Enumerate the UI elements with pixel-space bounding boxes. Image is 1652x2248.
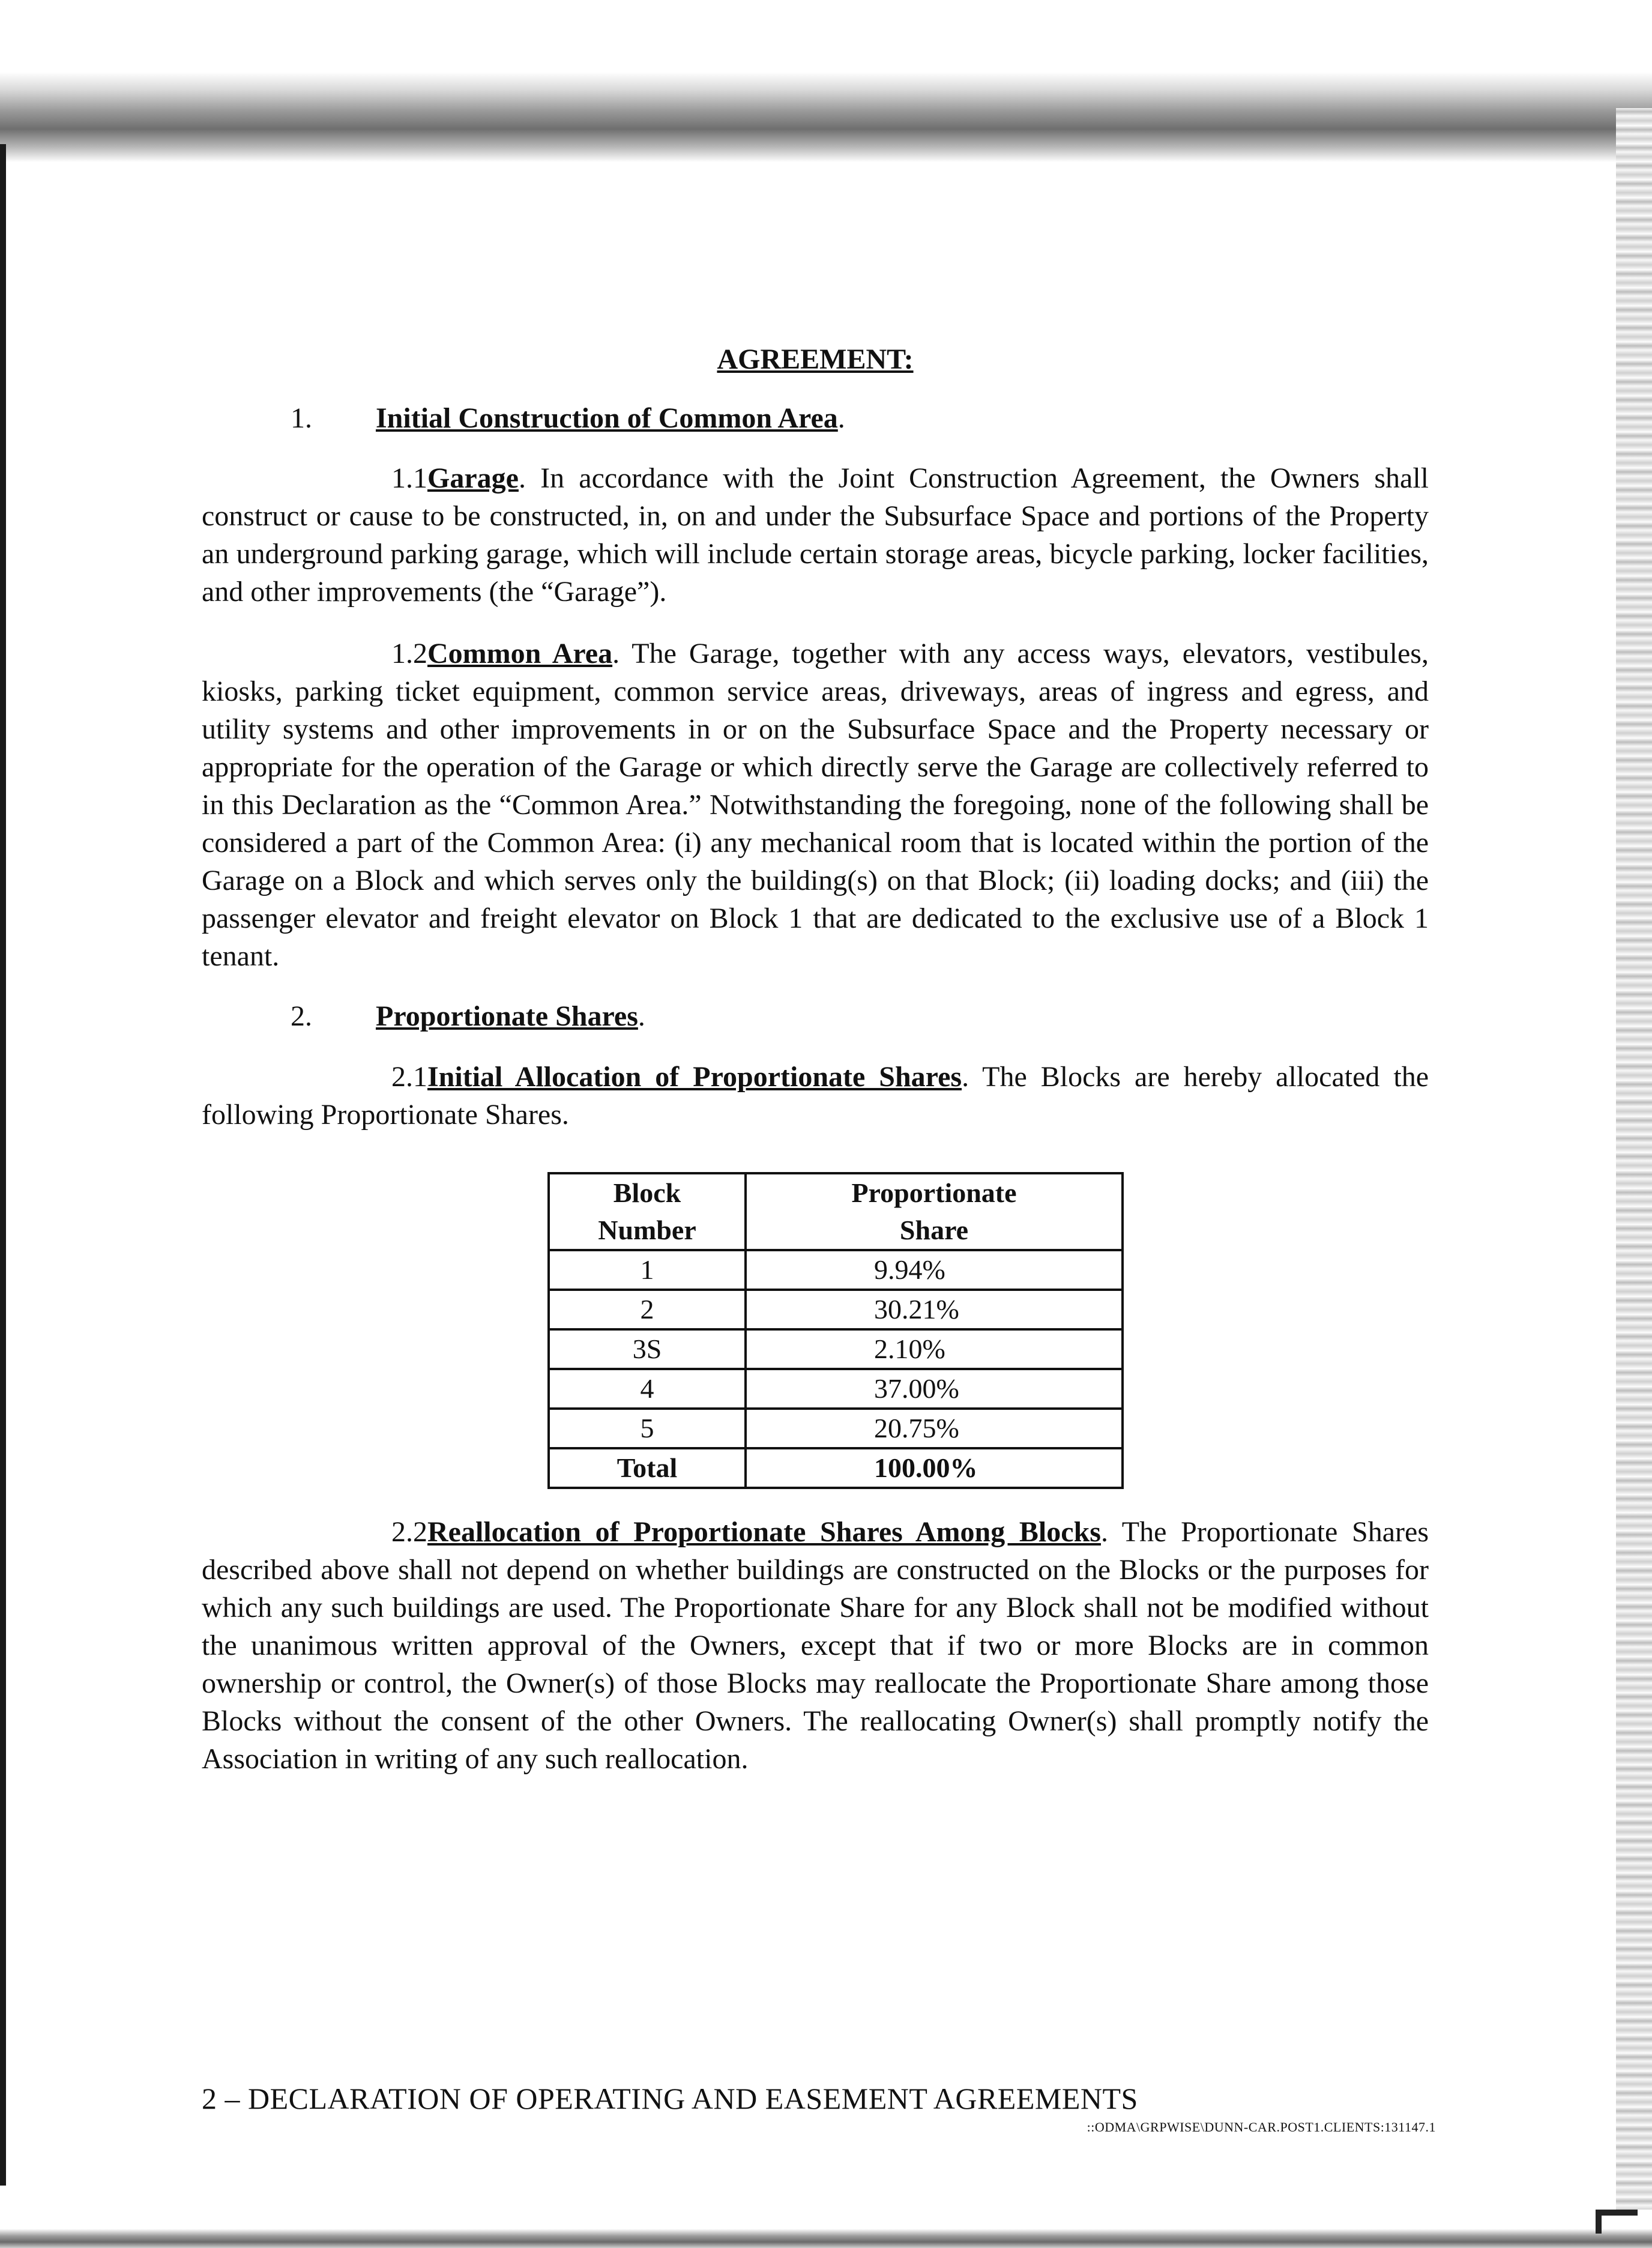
paragraph-number: 2.1 bbox=[391, 1060, 427, 1093]
footer-title: 2 – DECLARATION OF OPERATING AND EASEMENT AGREEMENTS bbox=[202, 2082, 1138, 2115]
table-row bbox=[549, 1290, 1123, 1329]
block-cell: 1 bbox=[549, 1250, 746, 1290]
scan-artifact-left bbox=[0, 144, 6, 2186]
paragraph-text: . The Garage, together with any access ways, elevators, vestibules, kiosks, parking ticket equipment, common service areas, driveways, areas of ingress and egress, and utility systems and other improvements in or on the Subsurface Space and the Property necessary or appropriate for the operation of the Garage or which directly serve the Garage are collectively referred to in this Declaration as the “Common Area.” Notwithstanding the foregoing, none of the following shall be considered a part of the Common Area: (i) any mechanical room that is located within the portion of the Garage on a Block and which serves only the building(s) on that Block; (ii) loading docks; and (iii) the passenger elevator and freight elevator on Block 1 that are dedicated to the exclusive use of a Block 1 tenant. bbox=[202, 638, 1429, 973]
header-line: Block bbox=[613, 1177, 681, 1208]
paragraph-heading: Common Area bbox=[427, 638, 613, 670]
block-number-header bbox=[549, 1173, 746, 1250]
paragraph-heading: Initial Allocation of Proportionate Shares bbox=[427, 1060, 962, 1093]
table-row bbox=[549, 1329, 1123, 1369]
paragraph-number: 1.1 bbox=[391, 462, 427, 495]
section-number: 2. bbox=[291, 1000, 312, 1033]
block-cell: 5 bbox=[549, 1409, 746, 1448]
paragraph-1-2 bbox=[202, 635, 1429, 975]
section-number: 1. bbox=[291, 402, 312, 434]
block-cell: 3S bbox=[549, 1329, 746, 1369]
document-title: AGREEMENT: bbox=[717, 343, 914, 375]
share-cell: 30.21% bbox=[746, 1290, 1123, 1329]
share-cell: 20.75% bbox=[746, 1409, 1123, 1448]
table-total-row bbox=[549, 1448, 1123, 1488]
paragraph-text: . The Blocks are hereby allocated the following Proportionate Shares. bbox=[202, 1060, 1429, 1131]
paragraph-heading: Garage bbox=[427, 462, 519, 495]
table-row bbox=[549, 1409, 1123, 1448]
table-row bbox=[549, 1369, 1123, 1409]
paragraph-1-1 bbox=[202, 459, 1429, 611]
section-title: Initial Construction of Common Area bbox=[376, 402, 838, 434]
header-line: Number bbox=[598, 1214, 696, 1245]
proportionate-shares-table bbox=[547, 1172, 1124, 1489]
section-title: Proportionate Shares bbox=[376, 1000, 638, 1033]
block-cell: 4 bbox=[549, 1369, 746, 1409]
proportionate-share-header bbox=[746, 1173, 1123, 1250]
share-cell: 9.94% bbox=[746, 1250, 1123, 1290]
corner-mark bbox=[1596, 2210, 1638, 2234]
scan-artifact-right bbox=[1616, 108, 1652, 2210]
document-page bbox=[202, 342, 1429, 1778]
share-cell: 2.10% bbox=[746, 1329, 1123, 1369]
total-label-cell: Total bbox=[549, 1448, 746, 1488]
total-share-cell: 100.00% bbox=[746, 1448, 1123, 1488]
section-title-period: . bbox=[837, 402, 845, 434]
section-1-heading bbox=[202, 401, 1429, 436]
share-cell: 37.00% bbox=[746, 1369, 1123, 1409]
paragraph-number: 2.2 bbox=[391, 1515, 427, 1548]
table-header-row bbox=[549, 1173, 1123, 1250]
header-line: Proportionate bbox=[851, 1177, 1017, 1208]
paragraph-text: . The Proportionate Shares described above shall not depend on whether buildings are constructed on the Blocks or the purposes for which any such buildings are used. The Proportionate Share for any Block shall not be modified without the unanimous written approval of the Owners, except that if two or more Blocks are in common ownership or control, the Owner(s) of those Blocks may reallocate the Proportionate Share among those Blocks without the consent of the other Owners. The reallocating Owner(s) shall promptly notify the Association in writing of any such reallocation. bbox=[202, 1515, 1429, 1775]
block-cell: 2 bbox=[549, 1290, 746, 1329]
paragraph-number: 1.2 bbox=[391, 638, 427, 670]
paragraph-2-2 bbox=[202, 1513, 1429, 1778]
paragraph-heading: Reallocation of Proportionate Shares Among Blocks bbox=[427, 1515, 1101, 1548]
section-2-heading bbox=[202, 999, 1429, 1034]
paragraph-text: . In accordance with the Joint Construction Agreement, the Owners shall construct or cause to be constructed, in, on and under the Subsurface Space and portions of the Property an underground parking garage, which will include certain storage areas, bicycle parking, locker facilities, and other improvements (the “Garage”). bbox=[202, 462, 1429, 608]
scan-artifact-bottom bbox=[0, 2229, 1652, 2248]
paragraph-2-1 bbox=[202, 1058, 1429, 1134]
table-row bbox=[549, 1250, 1123, 1290]
header-line: Share bbox=[899, 1214, 969, 1245]
footer-document-reference: ::ODMA\GRPWISE\DUNN-CAR.POST1.CLIENTS:131147.1 bbox=[1087, 2120, 1436, 2135]
scan-artifact-top bbox=[0, 0, 1652, 162]
section-title-period: . bbox=[638, 1000, 645, 1033]
